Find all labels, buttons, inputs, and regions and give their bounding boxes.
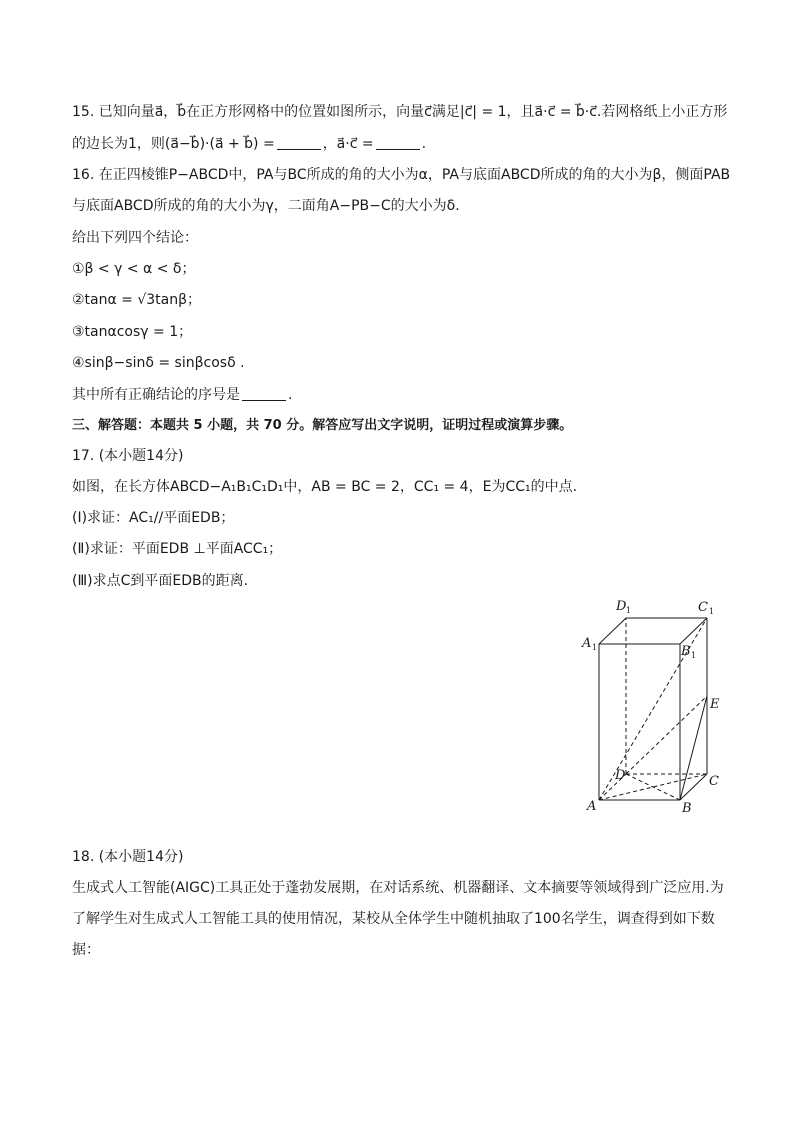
- q16-ask: [72, 385, 292, 405]
- q15-line2-end: .: [421, 136, 427, 152]
- q16-conclusion-1: ①β < γ < α < δ；: [72, 261, 196, 277]
- edge-a1-d1: [599, 618, 626, 644]
- q18-line3: 据：: [72, 942, 100, 958]
- q16-conclusion-2: ②tanα = √3tanβ；: [72, 292, 202, 308]
- q16-conclusion-4: ④sinβ−sinδ = sinβcosδ .: [72, 355, 245, 371]
- q15-line2-mid: ，a⃗·c⃗ =: [322, 136, 374, 152]
- q15-answer-blank-2: [376, 135, 420, 150]
- label-e: E: [710, 697, 720, 712]
- label-c: C: [709, 774, 719, 789]
- label-b: B: [682, 801, 692, 816]
- q17-part-3: (Ⅲ)求点C到平面EDB的距离.: [72, 573, 249, 589]
- label-b1-sub: 1: [691, 651, 697, 660]
- label-c1: C: [698, 600, 708, 615]
- label-d1: D: [616, 599, 627, 614]
- q17-part-2: (Ⅱ)求证：平面EDB ⊥平面ACC₁；: [72, 541, 283, 557]
- q15-answer-blank-1: [277, 135, 321, 150]
- q16-ask-pre: 其中所有正确结论的序号是: [72, 387, 240, 403]
- edge-b-e: [680, 696, 707, 800]
- q18-heading: 18. (本小题14分): [72, 849, 184, 865]
- label-d1-sub: 1: [626, 606, 632, 615]
- q17-heading: 17. (本小题14分): [72, 448, 184, 464]
- q15-line1: 15. 已知向量a⃗，b⃗在正方形网格中的位置如图所示，向量c⃗满足|c⃗| = 1，且a⃗·c⃗ = b⃗·c⃗.若网格纸上小正方形: [72, 104, 728, 120]
- q16-line1: 16. 在正四棱锥P−ABCD中，PA与BC所成的角的大小为α，PA与底面ABCD所成的角的大小为β，侧面PAB: [72, 167, 731, 183]
- q16-conclusion-3: ③tanαcosγ = 1；: [72, 324, 193, 340]
- cuboid-figure: [570, 592, 740, 822]
- label-b1: B: [681, 644, 691, 659]
- diag-d-b: [626, 774, 680, 800]
- edge-b-c: [680, 774, 707, 800]
- q16-line3: 给出下列四个结论：: [72, 230, 198, 246]
- q16-ask-end: .: [288, 387, 293, 403]
- q17-part-1: (Ⅰ)求证：AC₁//平面EDB；: [72, 510, 235, 526]
- q17-line1: 如图，在长方体ABCD−A₁B₁C₁D₁中，AB = BC = 2，CC₁ = 4，E为CC₁的中点.: [72, 479, 578, 495]
- q16-answer-blank: [242, 386, 286, 401]
- label-c1-sub: 1: [709, 607, 715, 616]
- q16-line2: 与底面ABCD所成的角的大小为γ，二面角A−PB−C的大小为δ.: [72, 198, 460, 214]
- seg-d-e: [626, 696, 707, 774]
- label-d: D: [615, 768, 626, 783]
- label-a1: A: [582, 636, 592, 651]
- q15-line2-pre: 的边长为1，则(a⃗−b⃗)·(a⃗ + b⃗) =: [72, 136, 275, 152]
- q18-line2: 了解学生对生成式人工智能工具的使用情况，某校从全体学生中随机抽取了100名学生，调查得到如下数: [72, 911, 715, 927]
- section-3-heading: 三、解答题：本题共 5 小题，共 70 分。解答应写出文字说明，证明过程或演算步骤。: [72, 418, 573, 433]
- q15-line2: [72, 134, 426, 154]
- q18-line1: 生成式人工智能(AIGC)工具正处于蓬勃发展期，在对话系统、机器翻译、文本摘要等领域得到广泛应用.为: [72, 880, 724, 896]
- label-a: A: [587, 799, 597, 814]
- label-a1-sub: 1: [592, 643, 598, 652]
